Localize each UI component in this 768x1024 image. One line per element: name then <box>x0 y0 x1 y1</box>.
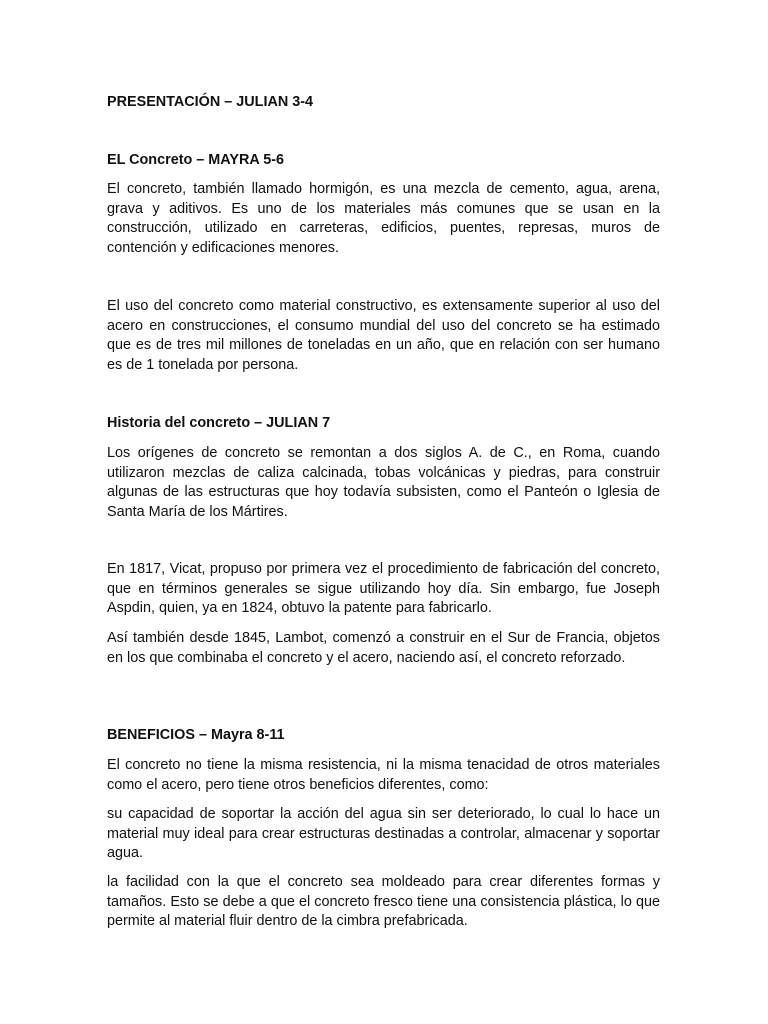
paragraph-beneficios-moldeado: la facilidad con la que el concreto sea moldeado para crear diferentes formas y tamaños. Esto se debe a que el concreto fresco tiene una consistencia plástica, lo que permite al material fluir dentro de la cimbra prefabricada. <box>107 874 660 929</box>
paragraph-beneficios-intro: El concreto no tiene la misma resistencia, ni la misma tenacidad de otros materiales como el acero, pero tiene otros beneficios diferentes, como: <box>107 757 660 793</box>
section-heading-el-concreto: EL Concreto – MAYRA 5-6 <box>107 152 284 168</box>
paragraph-historia-vicat: En 1817, Vicat, propuso por primera vez el procedimiento de fabricación del concreto, que en términos generales se sigue utilizando hoy día. Sin embargo, fue Joseph Aspdin, quien, ya en 1824, obtuvo la patente para fabricarlo. <box>107 561 660 616</box>
paragraph-beneficios-agua: su capacidad de soportar la acción del agua sin ser deteriorado, lo cual lo hace un material muy ideal para crear estructuras destinadas a controlar, almacenar y soportar agua. <box>107 806 660 861</box>
section-heading-presentacion: PRESENTACIÓN – JULIAN 3-4 <box>107 94 314 110</box>
paragraph-historia-lambot: Así también desde 1845, Lambot, comenzó a construir en el Sur de Francia, objetos en los que combinaba el concreto y el acero, naciendo así, el concreto reforzado. <box>107 630 660 666</box>
paragraph-historia-origenes: Los orígenes de concreto se remontan a dos siglos A. de C., en Roma, cuando utilizaron mezclas de caliza calcinada, tobas volcánicas y piedras, para construir algunas de las estructuras que hoy todavía subsisten, como el Panteón o Iglesia de Santa María de los Mártires. <box>107 445 660 520</box>
section-heading-historia: Historia del concreto – JULIAN 7 <box>107 415 331 431</box>
paragraph-concreto-definicion: El concreto, también llamado hormigón, es una mezcla de cemento, agua, arena, grava y aditivos. Es uno de los materiales más comunes que se usan en la construcción, utilizado en carreteras, edificios, puentes, represas, muros de contención y edificaciones menores. <box>107 181 660 256</box>
section-heading-beneficios: BENEFICIOS – Mayra 8-11 <box>107 727 285 743</box>
paragraph-concreto-uso: El uso del concreto como material constructivo, es extensamente superior al uso del acero en construcciones, el consumo mundial del uso del concreto se ha estimado que es de tres mil millones de toneladas en un año, que en relación con ser humano es de 1 tonelada por persona. <box>107 298 660 373</box>
